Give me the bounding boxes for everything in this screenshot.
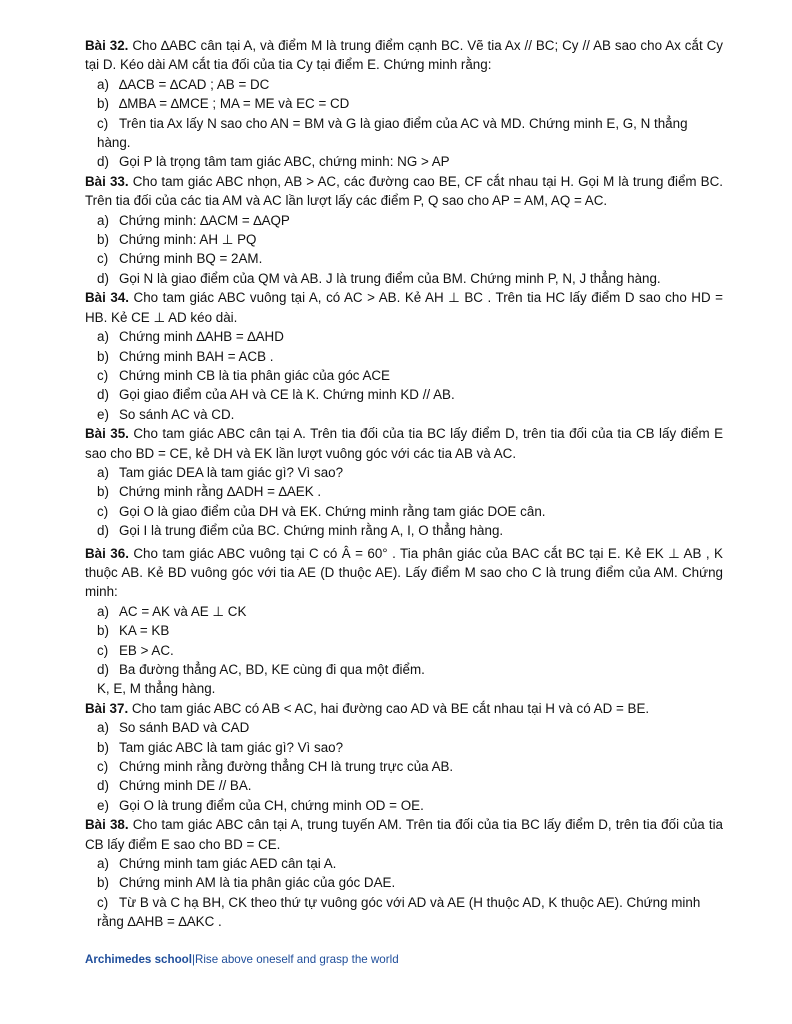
item-label: b) [97, 875, 109, 891]
item-label: b) [97, 232, 109, 248]
item-label: d) [97, 387, 109, 403]
problem-statement: Cho tam giác ABC có AB < AC, hai đường cao AD và BE cắt nhau tại H và có AD = BE. [131, 700, 650, 716]
problem-statement: Cho tam giác ABC cân tại A, trung tuyến AM. Trên tia đối của tia BC lấy điểm D, trên tia đối của tia CB lấy điểm E sao cho BD = CE. [85, 817, 723, 852]
item-text: ∆MBA = ∆MCE ; MA = ME và EC = CD [119, 96, 350, 112]
item-text: Gọi giao điểm của AH và CE là K. Chứng minh KD // AB. [119, 387, 455, 403]
item-text: Chứng minh rằng ∆ADH = ∆AEK . [119, 484, 322, 500]
item-label: a) [97, 76, 109, 92]
item-text: Gọi O là giao điểm của DH và EK. Chứng minh rằng tam giác DOE cân. [119, 503, 546, 519]
problem-item [97, 854, 723, 873]
document-body [85, 36, 723, 932]
item-text: So sánh BAD và CAD [119, 720, 250, 736]
problem-item [97, 405, 723, 424]
item-label: b) [97, 484, 109, 500]
item-text: Chứng minh BQ = 2AM. [119, 251, 263, 267]
item-text: Chứng minh tam giác AED cân tại A. [119, 856, 337, 872]
problem-item [97, 521, 723, 540]
item-label: d) [97, 662, 109, 677]
item-label: c) [97, 503, 109, 519]
item-text: Chứng minh: ∆ACM = ∆AQP [119, 212, 290, 228]
item-text: Ba đường thẳng AC, BD, KE cùng đi qua một điểm. [119, 662, 425, 677]
problem-item [97, 152, 723, 171]
problem-statement: Cho ∆ABC cân tại A, và điểm M là trung điểm cạnh BC. Vẽ tia Ax // BC; Cy // AB sao cho Ax cắt Cy tại D. Kéo dài AM cắt tia đối của tia Cy tại điểm E. Chứng minh rằng: [85, 38, 723, 73]
problem-item [97, 269, 723, 288]
item-label: b) [97, 96, 109, 112]
problem-item [97, 757, 723, 776]
problem-number: Bài 32. [85, 38, 129, 53]
problem-35 [85, 424, 723, 540]
problem-item [97, 893, 723, 932]
page-footer [85, 953, 399, 966]
item-text: KA = KB [119, 623, 170, 639]
item-text: Gọi O là trung điểm của CH, chứng minh OD = OE. [119, 797, 424, 813]
item-label: a) [97, 720, 109, 736]
footer-slogan: |Rise above oneself and grasp the world [191, 953, 399, 966]
problem-item [97, 621, 723, 640]
item-label: e) [97, 797, 109, 813]
problem-36 [85, 544, 723, 699]
problem-item [97, 385, 723, 404]
problem-item [97, 94, 723, 113]
problem-item [97, 211, 723, 230]
item-text: Chứng minh: AH ⊥ PQ [119, 232, 257, 248]
item-text: EB > AC. [119, 642, 174, 658]
problem-item [97, 602, 723, 621]
item-label: e) [97, 406, 109, 422]
item-label: a) [97, 329, 109, 345]
item-label: c) [97, 367, 109, 383]
item-text: Trên tia Ax lấy N sao cho AN = BM và G là giao điểm của AC và MD. Chứng minh E, G, N thẳng hàng. [97, 115, 688, 151]
item-label: d) [97, 778, 109, 794]
problem-number: Bài 33. [85, 173, 129, 189]
item-label: c) [97, 894, 109, 910]
problem-number: Bài 36. [85, 545, 129, 561]
item-text: Chứng minh AM là tia phân giác của góc DAE. [119, 875, 396, 891]
item-label: a) [97, 603, 109, 619]
problem-item [97, 327, 723, 346]
problem-38 [85, 815, 723, 931]
item-text: Chứng minh BAH = ACB . [119, 348, 274, 364]
problem-item [97, 738, 723, 757]
problem-statement: Cho tam giác ABC vuông tại C có Â = 60° . Tia phân giác của BAC cắt BC tại E. Kẻ EK ⊥ AB , K thuộc AB. Kẻ BD vuông góc với tia AE (D thuộc AE). Lấy điểm M sao cho C là trung điểm của AM. Chứng minh: [85, 545, 723, 600]
item-text: So sánh AC và CD. [119, 406, 235, 422]
item-label: c) [97, 115, 109, 131]
problem-number: Bài 35. [85, 426, 129, 442]
problem-item [97, 873, 723, 892]
problem-item [97, 366, 723, 385]
problem-item [97, 679, 723, 698]
item-label: a) [97, 464, 109, 480]
problem-item [97, 463, 723, 482]
problem-number: Bài 37. [85, 700, 129, 716]
item-label: d) [97, 270, 109, 286]
problem-item [97, 75, 723, 94]
item-label: d) [97, 154, 109, 170]
problem-number: Bài 38. [85, 817, 129, 833]
item-text: Chứng minh CB là tia phân giác của góc ACE [119, 367, 390, 383]
item-label: c) [97, 642, 109, 658]
item-label: c) [97, 251, 109, 267]
item-text: AC = AK và AE ⊥ CK [119, 603, 247, 619]
problem-statement: Cho tam giác ABC cân tại A. Trên tia đối của tia BC lấy điểm D, trên tia đối của tia CB lấy điểm E sao cho BD = CE, kẻ DH và EK lần lượt vuông góc với các tia AB và AC. [85, 426, 723, 461]
problem-item [97, 114, 723, 153]
item-text: Từ B và C hạ BH, CK theo thứ tự vuông góc với AD và AE (H thuộc AD, K thuộc AE). Chứng minh rằng ∆AHB = ∆AKC . [97, 894, 701, 930]
item-text: Chứng minh ∆AHB = ∆AHD [119, 329, 284, 345]
problem-statement: Cho tam giác ABC vuông tại A, có AC > AB. Kẻ AH ⊥ BC . Trên tia HC lấy điểm D sao cho HD = HB. Kẻ CE ⊥ AD kéo dài. [85, 290, 723, 325]
item-label: c) [97, 759, 109, 775]
problem-item [97, 796, 723, 815]
item-text: Gọi N là giao điểm của QM và AB. J là trung điểm của BM. Chứng minh P, N, J thẳng hàng. [119, 270, 661, 286]
item-text: Tam giác DEA là tam giác gì? Vì sao? [119, 464, 344, 480]
problem-statement: Cho tam giác ABC nhọn, AB > AC, các đường cao BE, CF cắt nhau tại H. Gọi M là trung điểm BC. Trên tia đối của các tia AM và AC lần lượt lấy các điểm P, Q sao cho AP = AM, AQ = AC. [85, 173, 723, 209]
item-label: b) [97, 739, 109, 755]
item-text: Gọi P là trọng tâm tam giác ABC, chứng minh: NG > AP [119, 154, 450, 170]
problem-item [97, 502, 723, 521]
problem-item [97, 776, 723, 795]
item-label: b) [97, 348, 109, 364]
problem-item [97, 482, 723, 501]
problem-item [97, 718, 723, 737]
item-text: K, E, M thẳng hàng. [97, 681, 216, 697]
problem-32 [85, 36, 723, 172]
problem-item [97, 249, 723, 268]
problem-item [97, 230, 723, 249]
footer-school-name: Archimedes school [85, 953, 192, 966]
problem-37 [85, 699, 723, 815]
item-text: Chứng minh DE // BA. [119, 778, 252, 794]
item-text: Chứng minh rằng đường thẳng CH là trung trực của AB. [119, 759, 454, 775]
item-label: d) [97, 523, 109, 539]
problem-item [97, 347, 723, 366]
item-text: Gọi I là trung điểm của BC. Chứng minh rằng A, I, O thẳng hàng. [119, 523, 504, 539]
item-text: ∆ACB = ∆CAD ; AB = DC [119, 76, 270, 92]
item-label: a) [97, 856, 109, 872]
item-label: a) [97, 212, 109, 228]
item-text: Tam giác ABC là tam giác gì? Vì sao? [119, 739, 344, 755]
item-label: b) [97, 623, 109, 639]
problem-34 [85, 288, 723, 424]
problem-33 [85, 172, 723, 288]
problem-number: Bài 34. [85, 290, 129, 306]
problem-item [97, 641, 723, 660]
problem-item [97, 660, 723, 679]
